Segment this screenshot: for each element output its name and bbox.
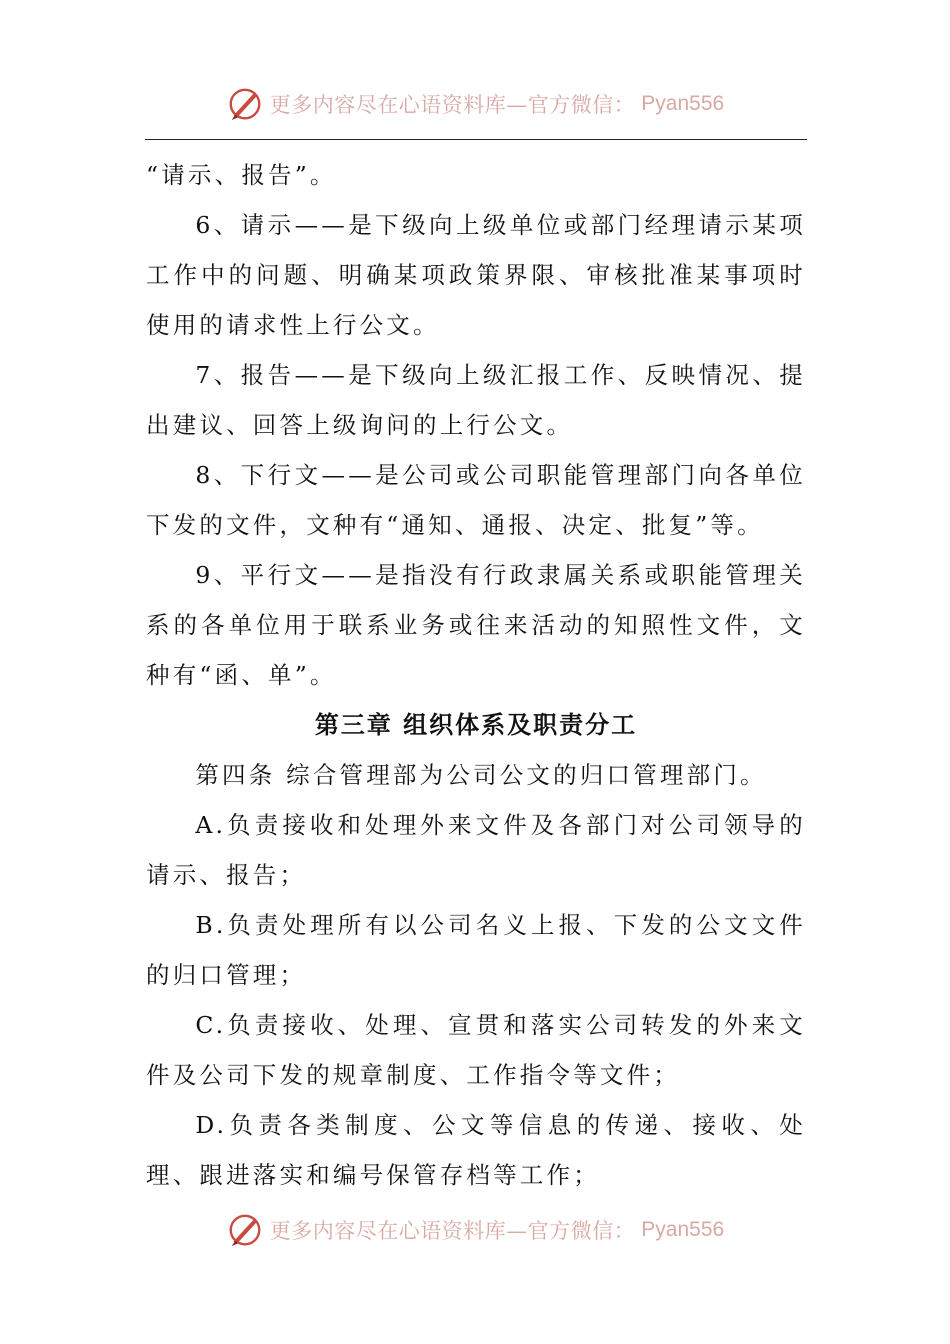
paragraph: 8、下行文——是公司或公司职能管理部门向各单位下发的文件，文种有“通知、通报、决定、批复”等。: [146, 461, 806, 539]
watermark-id: Pyan556: [641, 1218, 725, 1241]
watermark-text: 更多内容尽在心语资料库—官方微信：: [269, 1219, 636, 1243]
header-watermark: [0, 84, 950, 124]
pen-logo-icon: [226, 85, 264, 123]
watermark-id: Pyan556: [641, 92, 725, 115]
document-body: [146, 150, 806, 1200]
paragraph: 7、报告——是下级向上级汇报工作、反映情况、提出建议、回答上级询问的上行公文。: [146, 361, 806, 439]
clause: D.负责各类制度、公文等信息的传递、接收、处理、跟进落实和编号保管存档等工作；: [146, 1111, 806, 1189]
header-rule: [145, 139, 807, 140]
pen-logo-icon: [226, 1211, 264, 1249]
paragraph: “请示、报告”。: [146, 161, 337, 189]
footer-watermark: [0, 1210, 950, 1250]
paragraph: 9、平行文——是指没有行政隶属关系或职能管理关系的各单位用于联系业务或往来活动的知照性文件，文种有“函、单”。: [146, 561, 806, 689]
clause: 第四条 综合管理部为公司公文的归口管理部门。: [195, 761, 767, 789]
clause: C.负责接收、处理、宣贯和落实公司转发的外来文件及公司下发的规章制度、工作指令等文件；: [146, 1011, 806, 1089]
watermark-text: 更多内容尽在心语资料库—官方微信：: [269, 93, 636, 117]
chapter-title: 第三章 组织体系及职责分工: [314, 711, 638, 739]
clause: B.负责处理所有以公司名义上报、下发的公文文件的归口管理；: [146, 911, 806, 989]
paragraph: 6、请示——是下级向上级单位或部门经理请示某项工作中的问题、明确某项政策界限、审核批准某事项时使用的请求性上行公文。: [146, 211, 806, 339]
clause: A.负责接收和处理外来文件及各部门对公司领导的请示、报告；: [146, 811, 806, 889]
